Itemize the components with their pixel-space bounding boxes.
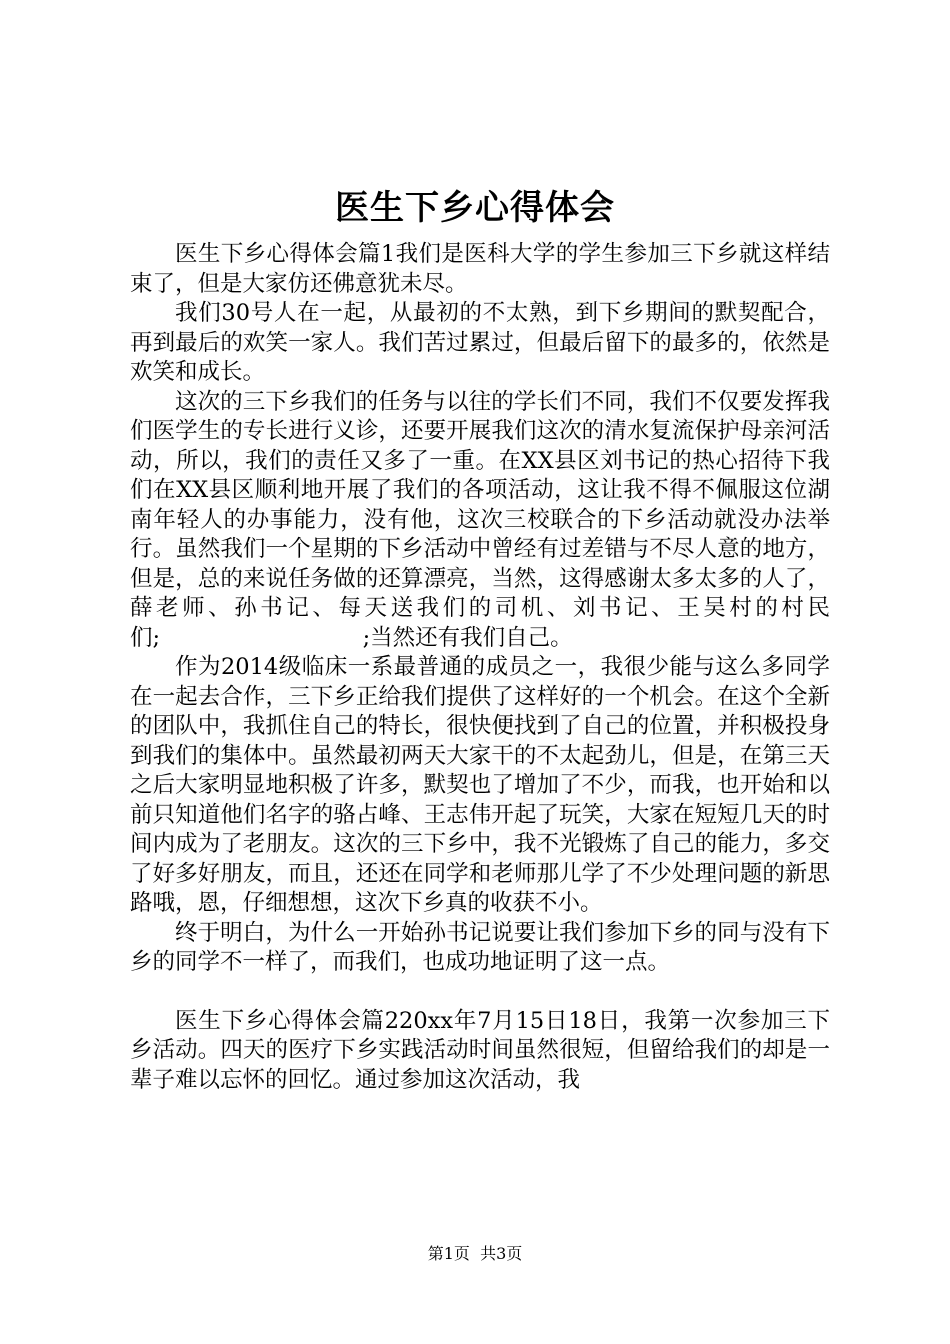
paragraph-gap (130, 978, 830, 1007)
page-number: 第1页 (427, 1244, 470, 1263)
paragraph: 终于明白，为什么一开始孙书记说要让我们参加下乡的同与没有下乡的同学不一样了，而我们，也成功地证明了这一点。 (130, 919, 830, 975)
paragraph: 这次的三下乡我们的任务与以往的学长们不同，我们不仅要发挥我们医学生的专长进行义诊，还要开展我们这次的清水复流保护母亲河活动，所以，我们的责任又多了一重。在XX县区刘书记的热心招待下我们在XX县区顺利地开展了我们的各项活动，这让我不得不佩服这位湖南年轻人的办事能力，没有他，这次三校联合的下乡活动就没办法举行。虽然我们一个星期的下乡活动中曾经有过差错与不尽人意的地方，但是，总的来说任务做的还算漂亮，当然，这得感谢太多太多的人了，薛老师、孙书记、每天送我们的司机、刘书记、王吴村的村民们; ;当然还有我们自己。 (130, 388, 830, 651)
footer-separator (470, 1244, 480, 1263)
document-title: 医生下乡心得体会 (335, 188, 615, 228)
page-total: 共3页 (480, 1244, 523, 1263)
paragraph: 医生下乡心得体会篇220xx年7月15日18日，我第一次参加三下乡活动。四天的医疗下乡实践活动时间虽然很短，但留给我们的却是一辈子难以忘怀的回忆。通过参加这次活动，我 (130, 1007, 830, 1093)
paragraph: 我们30号人在一起，从最初的不太熟，到下乡期间的默契配合，再到最后的欢笑一家人。我们苦过累过，但最后留下的最多的，依然是欢笑和成长。 (130, 300, 830, 385)
document-body (130, 240, 830, 1095)
page-footer (0, 1244, 950, 1264)
paragraph: 医生下乡心得体会篇1我们是医科大学的学生参加三下乡就这样结束了，但是大家仿还佛意犹未尽。 (130, 241, 830, 297)
paragraph: 作为2014级临床一系最普通的成员之一，我很少能与这么多同学在一起去合作，三下乡正给我们提供了这样好的一个机会。在这个全新的团队中，我抓住自己的特长，很快便找到了自己的位置，并积极投身到我们的集体中。虽然最初两天大家干的不太起劲儿，但是，在第三天之后大家明显地积极了许多，默契也了增加了不少，而我，也开始和以前只知道他们名字的骆占峰、王志伟开起了玩笑，大家在短短几天的时间内成为了老朋友。这次的三下乡中，我不光锻炼了自己的能力，多交了好多好朋友，而且，还还在同学和老师那儿学了不少处理问题的新思路哦，恩，仔细想想，这次下乡真的收获不小。 (130, 654, 830, 916)
